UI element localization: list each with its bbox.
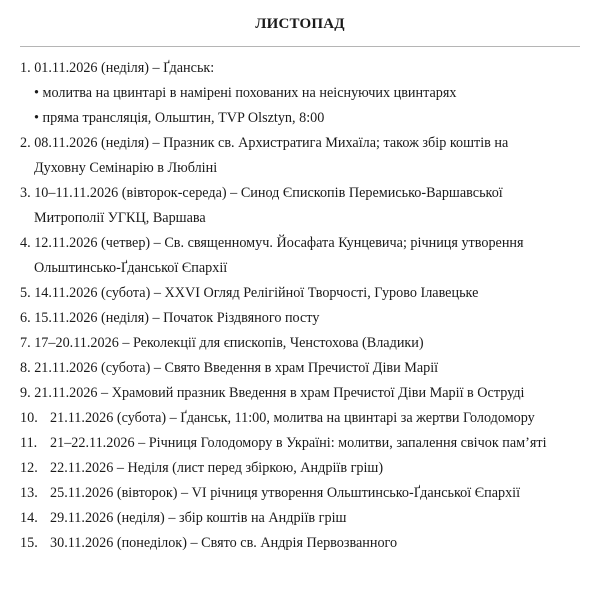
bullet-text: молитва на цвинтарі в намірені похованих на неіснуючих цвинтарях	[42, 85, 457, 101]
event-line	[20, 456, 590, 481]
event-text: 22.11.2026 – Неділя (лист перед збіркою, Андріїв гріш)	[50, 460, 384, 476]
event-text: 17–20.11.2026 – Реколекції для єпископів, Ченстохова (Владики)	[34, 335, 424, 351]
event-item	[20, 456, 590, 481]
event-item	[20, 356, 590, 381]
event-text: 10–11.11.2026 (вівторок-середа) – Синод Єпископів Перемисько-Варшавської	[34, 185, 503, 201]
event-line-continuation	[20, 256, 590, 281]
event-line	[20, 281, 590, 306]
event-line	[20, 431, 590, 456]
event-item	[20, 481, 590, 506]
event-text: 21.11.2026 (субота) – Свято Введення в храм Пречистої Діви Марії	[34, 360, 439, 376]
event-number: 8.	[20, 360, 31, 376]
event-number: 13.	[20, 485, 38, 501]
event-text: Духовну Семінарію в Любліні	[34, 160, 218, 176]
event-line	[20, 306, 590, 331]
bullet-icon: •	[34, 110, 43, 126]
event-number: 14.	[20, 510, 38, 526]
event-bullet	[20, 81, 590, 106]
event-number: 2.	[20, 135, 31, 151]
event-text: Митрополії УГКЦ, Варшава	[34, 210, 206, 226]
event-text: 29.11.2026 (неділя) – збір коштів на Андріїв гріш	[50, 510, 347, 526]
event-line	[20, 56, 590, 81]
event-text: 21.11.2026 – Храмовий празник Введення в храм Пречистої Діви Марії в Оструді	[34, 385, 525, 401]
event-line	[20, 356, 590, 381]
event-number: 7.	[20, 335, 31, 351]
event-line	[20, 406, 590, 431]
event-line	[20, 381, 590, 406]
event-number: 4.	[20, 235, 31, 251]
event-number: 6.	[20, 310, 31, 326]
event-line	[20, 181, 590, 206]
event-text: 25.11.2026 (вівторок) – VI річниця утворення Ольштинсько-Ґданської Єпархії	[50, 485, 521, 501]
event-bullet	[20, 106, 590, 131]
event-number: 3.	[20, 185, 31, 201]
event-number: 11.	[20, 435, 38, 451]
event-item	[20, 281, 590, 306]
event-item	[20, 431, 590, 456]
event-text: 08.11.2026 (неділя) – Празник св. Архистратига Михаїла; також збір коштів на	[34, 135, 509, 151]
event-number: 5.	[20, 285, 31, 301]
event-text: 30.11.2026 (понеділок) – Свято св. Андрія Первозванного	[50, 535, 398, 551]
event-item	[20, 131, 590, 181]
event-line	[20, 231, 590, 256]
event-text: 21–22.11.2026 – Річниця Голодомору в Україні: молитви, запалення свічок пам’яті	[50, 435, 547, 451]
event-item	[20, 406, 590, 431]
event-number: 15.	[20, 535, 38, 551]
event-item	[20, 306, 590, 331]
bullet-icon: •	[34, 85, 43, 101]
event-text: 21.11.2026 (субота) – Ґданськ, 11:00, молитва на цвинтарі за жертви Голодомору	[50, 410, 535, 426]
event-line	[20, 331, 590, 356]
bullet-text: пряма трансляція, Ольштин, TVP Olsztyn, 8:00	[42, 110, 325, 126]
page-title: ЛИСТОПАД	[255, 16, 345, 32]
title-divider	[20, 46, 580, 47]
event-text: 01.11.2026 (неділя) – Ґданськ:	[34, 60, 215, 76]
event-text: 14.11.2026 (субота) – XXVI Огляд Релігійної Творчості, Гурово Ілавецьке	[34, 285, 479, 301]
event-number: 12.	[20, 460, 38, 476]
event-item	[20, 231, 590, 281]
event-item	[20, 381, 590, 406]
event-item	[20, 531, 590, 556]
event-line-continuation	[20, 206, 590, 231]
event-line	[20, 531, 590, 556]
event-number: 9.	[20, 385, 31, 401]
event-line	[20, 506, 590, 531]
event-number: 10.	[20, 410, 38, 426]
event-item	[20, 181, 590, 231]
event-line	[20, 131, 590, 156]
event-line-continuation	[20, 156, 590, 181]
event-text: 15.11.2026 (неділя) – Початок Різдвяного посту	[34, 310, 320, 326]
event-text: Ольштинсько-Ґданської Єпархії	[34, 260, 228, 276]
event-item	[20, 56, 590, 131]
event-line	[20, 481, 590, 506]
event-text: 12.11.2026 (четвер) – Св. священномуч. Йосафата Кунцевича; річниця утворення	[34, 235, 524, 251]
event-item	[20, 331, 590, 356]
event-item	[20, 506, 590, 531]
event-list	[20, 56, 590, 556]
event-number: 1.	[20, 60, 31, 76]
